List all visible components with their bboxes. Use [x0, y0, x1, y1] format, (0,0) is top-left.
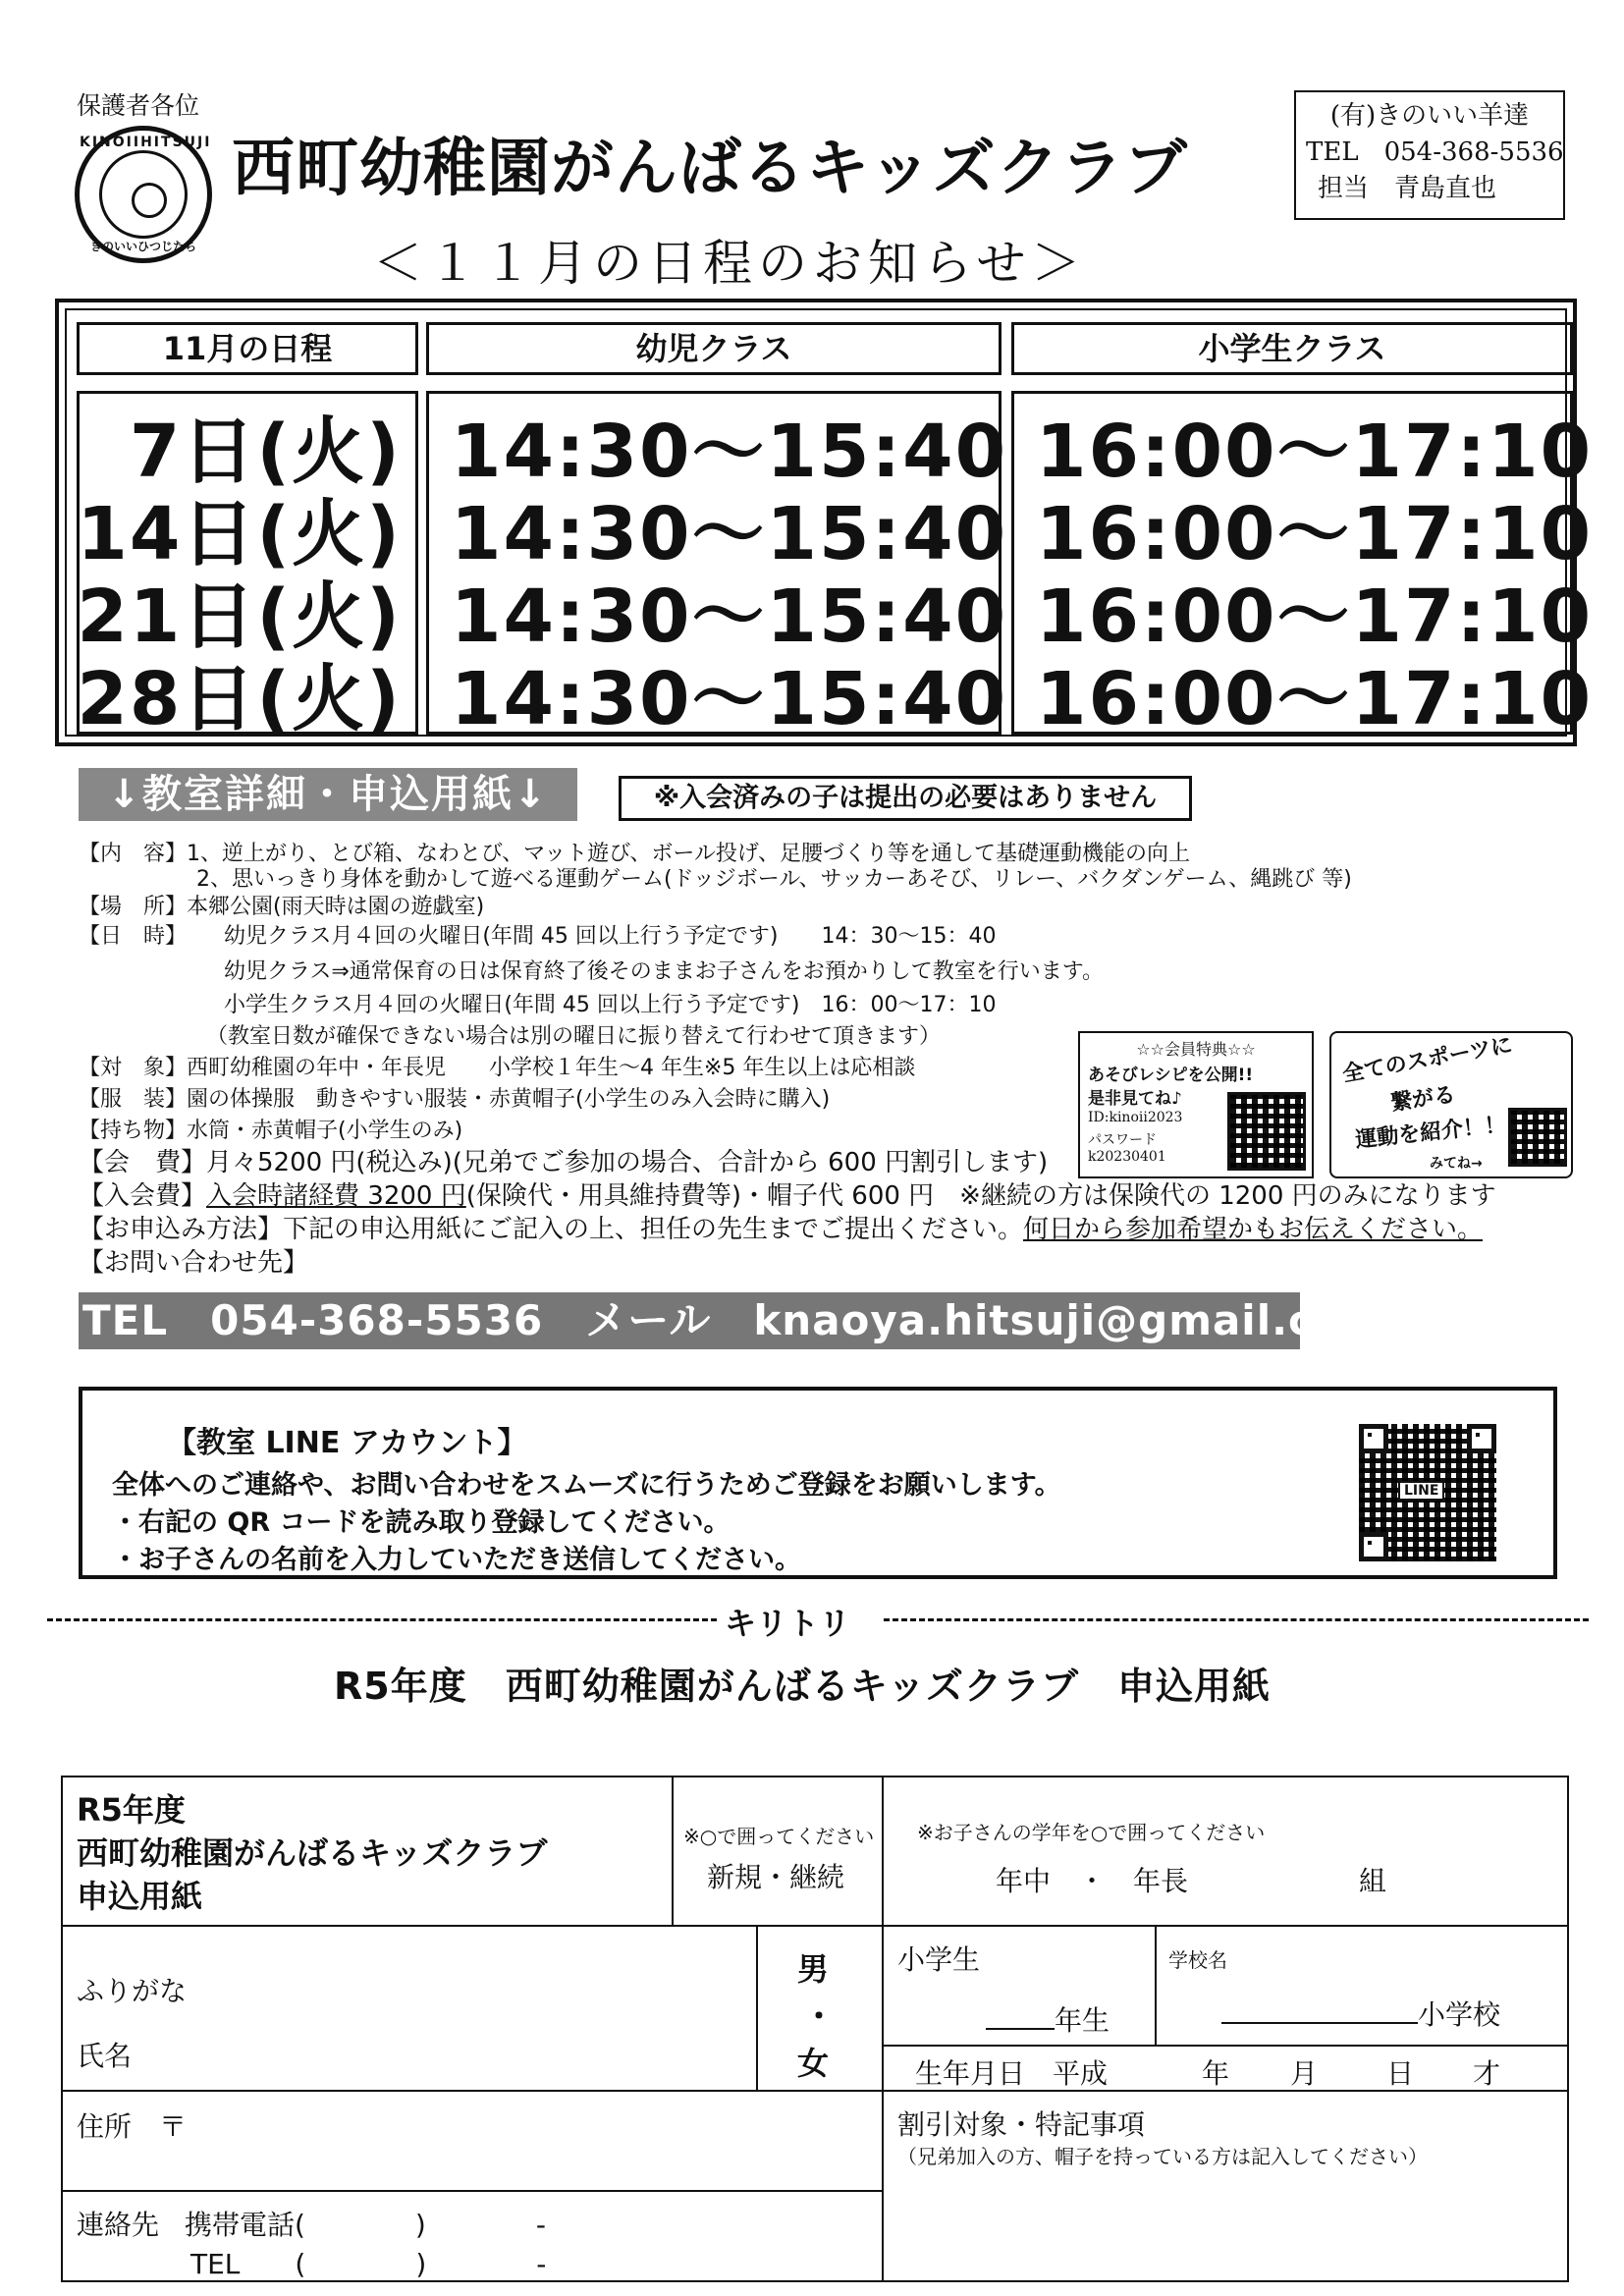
- contact-box: [1294, 90, 1565, 220]
- school-name-label: 学校名: [1168, 1948, 1227, 1972]
- apply-label: 【お申込み方法】: [79, 1215, 284, 1244]
- salutation: 保護者各位: [77, 91, 200, 120]
- schedule-date: 28日(火): [77, 657, 402, 741]
- sports-line-2: 繋がる: [1388, 1082, 1457, 1117]
- line-box-line-2: ・右記の QR コードを読み取り登録してください。: [112, 1507, 731, 1538]
- line-qr-code-icon[interactable]: [1359, 1424, 1496, 1561]
- discount-input[interactable]: [893, 2170, 1561, 2272]
- school-time: 16:00〜17:10: [1036, 657, 1594, 741]
- school-column: [1011, 391, 1594, 741]
- contact-label: 連絡先: [77, 2209, 160, 2241]
- kinder-time: 14:30〜15:40: [451, 657, 1008, 741]
- sports-line-1: 全てのスポーツに: [1340, 1032, 1515, 1087]
- sheep-face-icon: [132, 183, 167, 218]
- member-line-2: 是非見てね♪: [1088, 1089, 1182, 1109]
- grade-options-field[interactable]: 年中 ・ 年長: [996, 1865, 1189, 1897]
- kinder-column: [426, 391, 1008, 741]
- member-title: ☆☆会員特典☆☆: [1136, 1040, 1256, 1059]
- class-label: 組: [1359, 1865, 1387, 1897]
- detail-clothes: 【服 装】園の体操服 動きやすい服装・赤黄帽子(小学生のみ入会時に購入): [79, 1087, 831, 1112]
- apply-underlined: 何日から参加希望かもお伝えください。: [1023, 1215, 1484, 1244]
- birthday-year: 年: [1202, 2057, 1230, 2090]
- address-label: 住所 〒: [77, 2110, 188, 2143]
- cut-label: キリトリ: [725, 1605, 851, 1642]
- mobile-input[interactable]: 携帯電話( ) -: [185, 2209, 546, 2241]
- name-label: 氏名: [77, 2040, 133, 2072]
- school-name-input[interactable]: [1221, 1994, 1500, 2033]
- logo-bottom-text: きのいいひつじたち: [89, 240, 196, 253]
- entry-fee-label: 【入会費】: [79, 1181, 207, 1211]
- schedule-table: [55, 299, 1594, 746]
- detail-time-label: 【日 時】: [79, 924, 188, 949]
- school-time: 16:00〜17:10: [1036, 410, 1594, 494]
- entry-fee-rest: (保険代・用具維持費等)・帽子代 600 円 ※継続の方は保険代の 1200 円のみになります: [465, 1181, 1496, 1211]
- new-continue-field[interactable]: 新規・継続: [707, 1861, 845, 1893]
- kinder-time: 14:30〜15:40: [451, 492, 1008, 576]
- detail-entry-fee: [79, 1182, 1496, 1210]
- address-input[interactable]: [190, 2098, 868, 2182]
- cut-line-right: [884, 1618, 1589, 1621]
- gender-female[interactable]: 女: [797, 2045, 830, 2082]
- gender-male[interactable]: 男: [797, 1950, 830, 1988]
- form-title-club: 西町幼稚園がんばるキッズクラブ: [77, 1834, 548, 1872]
- detail-content-2: 2、思いっきり身体を動かして遊べる運動ゲーム(ドッジボール、サッカーあそび、リレー、バクダンゲーム、縄跳び 等): [196, 867, 1352, 892]
- school-suffix: 小学校: [1418, 1998, 1501, 2031]
- detail-time-1: 幼児クラス月４回の火曜日(年間 45 回以上行う予定です) 14：30〜15：40: [224, 924, 997, 949]
- circle-note: ※○で囲ってください: [683, 1825, 875, 1848]
- member-password: k20230401: [1088, 1149, 1166, 1165]
- detail-inquiry: 【お問い合わせ先】: [79, 1248, 309, 1278]
- schedule-date: 7日(火): [129, 410, 402, 494]
- sports-cta: みてね→: [1430, 1156, 1483, 1172]
- detail-fee: 【会 費】月々5200 円(税込み)(兄弟でご参加の場合、合計から 600 円割引します): [79, 1148, 1049, 1177]
- member-id: ID:kinoii2023: [1088, 1110, 1183, 1125]
- contact-tel: TEL 054-368-5536: [1306, 137, 1564, 167]
- contact-banner: TEL 054-368-5536 メール knaoya.hitsuji@gmail.com: [79, 1292, 1300, 1349]
- discount-note: （兄弟加入の方、帽子を持っている方は記入してください）: [897, 2145, 1428, 2168]
- name-input[interactable]: [200, 1935, 740, 2082]
- details-banner: ↓教室詳細・申込用紙↓: [79, 768, 577, 821]
- detail-content-1: 【内 容】1、逆上がり、とび箱、なわとび、マット遊び、ボール投げ、足腰づくり等を通して基礎運動機能の向上: [79, 842, 1191, 866]
- furigana-label: ふりがな: [77, 1975, 188, 2007]
- detail-place: 【場 所】本郷公園(雨天時は園の遊戯室): [79, 895, 485, 919]
- member-perk-box: [1078, 1031, 1314, 1178]
- tel-input[interactable]: TEL ( ) -: [190, 2248, 547, 2280]
- application-form: [61, 1776, 1569, 2282]
- sports-info-box: [1329, 1031, 1573, 1178]
- detail-time-2: 幼児クラス⇒通常保育の日は保育終了後そのままお子さんをお預かりして教室を行います。: [224, 959, 1105, 984]
- sheep-icon: [99, 150, 188, 239]
- col-header-school: 小学生クラス: [1011, 322, 1573, 375]
- apply-rest: 下記の申込用紙にご記入の上、担任の先生までご提出ください。: [283, 1215, 1024, 1244]
- cut-line-left: [47, 1618, 717, 1621]
- form-heading: R5年度 西町幼稚園がんばるキッズクラブ 申込用紙: [334, 1665, 1271, 1708]
- entry-fee-underlined: 入会時諸経費 3200 円: [206, 1181, 466, 1211]
- detail-target: 【対 象】西町幼稚園の年中・年長児 小学校１年生〜4 年生※5 年生以上は応相談: [79, 1056, 916, 1080]
- submit-note: ※入会済みの子は提出の必要はありません: [619, 776, 1192, 821]
- col-header-date: 11月の日程: [77, 322, 418, 375]
- elementary-label: 小学生: [897, 1943, 981, 1976]
- grade-suffix: 年生: [1055, 2004, 1110, 2037]
- company-name: (有)きのいい羊達: [1329, 101, 1530, 131]
- form-title-year: R5年度: [77, 1791, 186, 1829]
- birthday-label: 生年月日 平成: [915, 2057, 1109, 2090]
- school-time: 16:00〜17:10: [1036, 492, 1594, 576]
- member-line-1: あそびレシピを公開!!: [1088, 1066, 1254, 1085]
- contact-person: 担当 青島直也: [1318, 174, 1497, 203]
- line-account-box: [79, 1387, 1557, 1579]
- schedule-date: 21日(火): [77, 574, 402, 659]
- page-subtitle: ＜１１月の日程のお知らせ＞: [373, 235, 1087, 292]
- discount-label: 割引対象・特記事項: [897, 2108, 1146, 2141]
- kinder-time: 14:30〜15:40: [451, 410, 1008, 494]
- form-title-label: 申込用紙: [77, 1878, 203, 1915]
- age-label: 才: [1473, 2057, 1501, 2090]
- grade-input[interactable]: [986, 1999, 1110, 2039]
- detail-items: 【持ち物】水筒・赤黄帽子(小学生のみ): [79, 1119, 463, 1143]
- grade-note: ※お子さんの学年を○で囲ってください: [917, 1821, 1266, 1844]
- sports-line-3: 運動を紹介！！: [1354, 1113, 1508, 1153]
- detail-apply: [79, 1216, 1483, 1243]
- line-box-line-1: 全体へのご連絡や、お問い合わせをスムーズに行うためご登録をお願いします。: [112, 1470, 1061, 1501]
- page-title: 西町幼稚園がんばるキッズクラブ: [232, 133, 1188, 205]
- kinder-time: 14:30〜15:40: [451, 574, 1008, 659]
- logo-top-text: KINOIIHITSUJI: [80, 135, 212, 150]
- date-column: [77, 391, 418, 741]
- birthday-day: 日: [1386, 2057, 1415, 2090]
- line-qr-label: LINE: [1398, 1481, 1444, 1501]
- schedule-date: 14日(火): [77, 492, 402, 576]
- member-password-label: パスワード: [1088, 1132, 1157, 1148]
- detail-time-4: （教室日数が確保できない場合は別の曜日に振り替えて行わせて頂きます）: [206, 1024, 942, 1049]
- school-time: 16:00〜17:10: [1036, 574, 1594, 659]
- line-box-title: 【教室 LINE アカウント】: [167, 1426, 527, 1460]
- sheep-logo: [75, 126, 212, 263]
- member-qr-code-icon[interactable]: [1227, 1092, 1306, 1171]
- col-header-kinder: 幼児クラス: [426, 322, 1001, 375]
- detail-time-3: 小学生クラス月４回の火曜日(年間 45 回以上行う予定です) 16：00〜17：10: [224, 993, 997, 1017]
- sports-qr-code-icon[interactable]: [1508, 1108, 1567, 1167]
- line-box-line-3: ・お子さんの名前を入力していただき送信してください。: [112, 1545, 801, 1575]
- birthday-month: 月: [1290, 2057, 1319, 2090]
- gender-separator: ・: [803, 1997, 836, 2035]
